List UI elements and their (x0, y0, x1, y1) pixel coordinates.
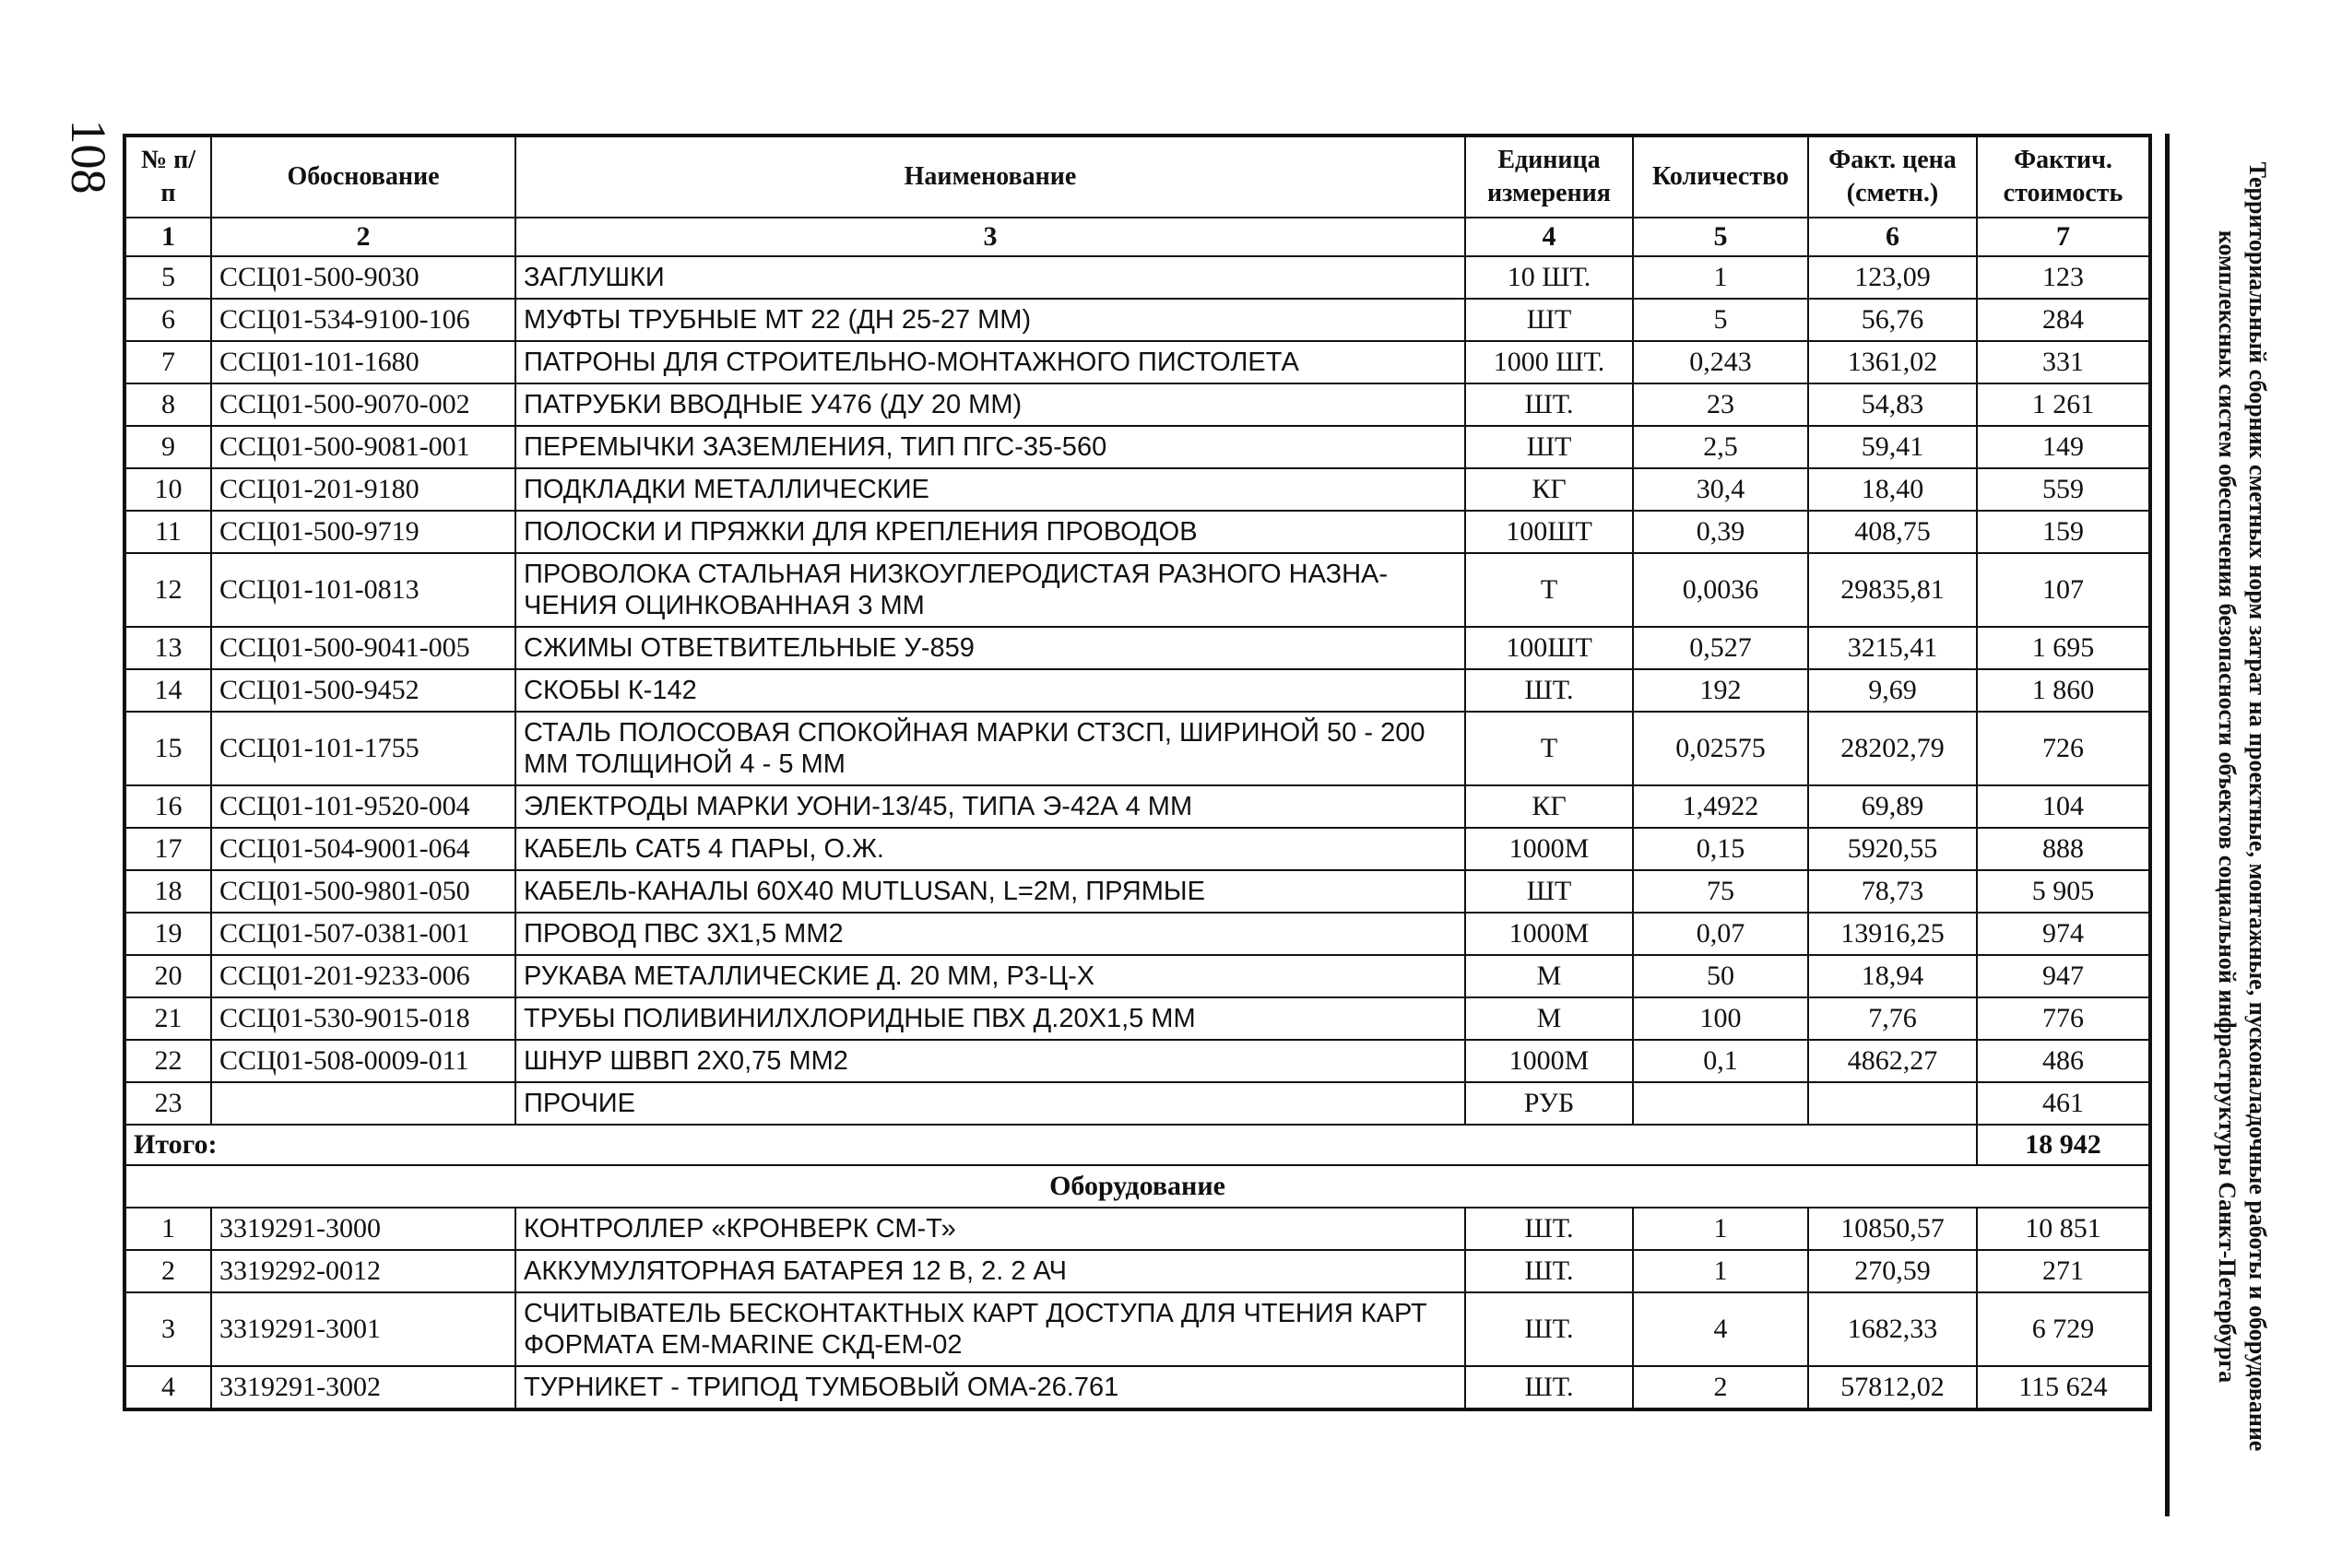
row-name: ПЕРЕМЫЧКИ ЗАЗЕМЛЕНИЯ, ТИП ПГС-35-560 (515, 426, 1465, 468)
row-unit: ШТ. (1465, 383, 1633, 426)
row-qty: 0,0036 (1633, 553, 1808, 627)
table-row (124, 511, 2150, 553)
row-basis: ССЦ01-201-9233-006 (211, 955, 515, 997)
col-header-qty: Количество (1633, 136, 1808, 218)
table-row (124, 1040, 2150, 1082)
row-name: ТУРНИКЕТ - ТРИПОД ТУМБОВЫЙ ОМА-26.761 (515, 1366, 1465, 1409)
row-qty: 5 (1633, 299, 1808, 341)
row-name: ПРОВОД ПВС 3Х1,5 ММ2 (515, 913, 1465, 955)
row-name: СКОБЫ К-142 (515, 669, 1465, 712)
row-name: СЧИТЫВАТЕЛЬ БЕСКОНТАКТНЫХ КАРТ ДОСТУПА ДЛЯ ЧТЕНИЯ КАРТ ФОРМАТА EM-MARINE СКД-ЕМ-02 (515, 1292, 1465, 1366)
row-price: 1361,02 (1808, 341, 1977, 383)
row-unit: КГ (1465, 468, 1633, 511)
row-qty: 50 (1633, 955, 1808, 997)
row-cost: 284 (1977, 299, 2150, 341)
row-unit: 1000 ШТ. (1465, 341, 1633, 383)
row-name: СТАЛЬ ПОЛОСОВАЯ СПОКОЙНАЯ МАРКИ СТ3СП, ШИРИНОЙ 50 - 200 ММ ТОЛЩИНОЙ 4 - 5 ММ (515, 712, 1465, 785)
row-cost: 888 (1977, 828, 2150, 870)
row-name: МУФТЫ ТРУБНЫЕ МТ 22 (ДН 25-27 ММ) (515, 299, 1465, 341)
row-basis: 3319291-3001 (211, 1292, 515, 1366)
row-price: 5920,55 (1808, 828, 1977, 870)
row-cost: 104 (1977, 785, 2150, 828)
row-price: 123,09 (1808, 256, 1977, 299)
table-row (124, 785, 2150, 828)
row-qty: 30,4 (1633, 468, 1808, 511)
row-unit: ШТ. (1465, 1292, 1633, 1366)
row-cost: 10 851 (1977, 1208, 2150, 1250)
table-row (124, 553, 2150, 627)
row-cost: 461 (1977, 1082, 2150, 1125)
row-name: ТРУБЫ ПОЛИВИНИЛХЛОРИДНЫЕ ПВХ Д.20Х1,5 ММ (515, 997, 1465, 1040)
side-title-line-2: комплексных систем обеспечения безопасности объектов социальной инфраструктуры Санкт-Петербурга (2214, 230, 2241, 1384)
row-basis: ССЦ01-507-0381-001 (211, 913, 515, 955)
header-row (124, 136, 2150, 218)
row-number: 23 (124, 1082, 211, 1125)
row-number: 3 (124, 1292, 211, 1366)
table-row (124, 913, 2150, 955)
row-cost: 5 905 (1977, 870, 2150, 913)
row-name: ШНУР ШВВП 2Х0,75 ММ2 (515, 1040, 1465, 1082)
row-price: 54,83 (1808, 383, 1977, 426)
row-unit: 1000М (1465, 828, 1633, 870)
row-cost: 159 (1977, 511, 2150, 553)
row-qty: 23 (1633, 383, 1808, 426)
row-qty: 0,527 (1633, 627, 1808, 669)
row-cost: 115 624 (1977, 1366, 2150, 1409)
table-row (124, 256, 2150, 299)
row-price: 408,75 (1808, 511, 1977, 553)
row-basis: ССЦ01-500-9081-001 (211, 426, 515, 468)
col-number: 5 (1633, 218, 1808, 256)
row-cost: 331 (1977, 341, 2150, 383)
row-name: КАБЕЛЬ САТ5 4 ПАРЫ, О.Ж. (515, 828, 1465, 870)
side-title-line-1: Территориальный сборник сметных норм затрат на проектные, монтажные, пусконаладочные работы и оборудование (2244, 161, 2271, 1452)
row-number: 16 (124, 785, 211, 828)
col-header-price: Факт. цена (сметн.) (1808, 136, 1977, 218)
row-basis: ССЦ01-201-9180 (211, 468, 515, 511)
col-number: 7 (1977, 218, 2150, 256)
table-row (124, 341, 2150, 383)
row-cost: 271 (1977, 1250, 2150, 1292)
row-qty: 1 (1633, 1250, 1808, 1292)
row-name: ПРОЧИЕ (515, 1082, 1465, 1125)
row-number: 4 (124, 1366, 211, 1409)
row-qty: 1 (1633, 1208, 1808, 1250)
table-row (124, 955, 2150, 997)
row-number: 12 (124, 553, 211, 627)
table-row (124, 870, 2150, 913)
row-basis: ССЦ01-101-1755 (211, 712, 515, 785)
row-name: КОНТРОЛЛЕР «КРОНВЕРК СМ-Т» (515, 1208, 1465, 1250)
row-price: 78,73 (1808, 870, 1977, 913)
row-cost: 486 (1977, 1040, 2150, 1082)
row-name: СЖИМЫ ОТВЕТВИТЕЛЬНЫЕ У-859 (515, 627, 1465, 669)
row-qty: 0,1 (1633, 1040, 1808, 1082)
col-header-cost: Фактич. стоимость (1977, 136, 2150, 218)
row-unit: ШТ. (1465, 1208, 1633, 1250)
row-basis: ССЦ01-534-9100-106 (211, 299, 515, 341)
row-qty: 0,243 (1633, 341, 1808, 383)
row-qty: 75 (1633, 870, 1808, 913)
row-number: 8 (124, 383, 211, 426)
row-price: 9,69 (1808, 669, 1977, 712)
row-basis: 3319291-3000 (211, 1208, 515, 1250)
row-qty: 2 (1633, 1366, 1808, 1409)
table-row (124, 997, 2150, 1040)
row-name: ПАТРОНЫ ДЛЯ СТРОИТЕЛЬНО-МОНТАЖНОГО ПИСТОЛЕТА (515, 341, 1465, 383)
row-unit: 1000М (1465, 1040, 1633, 1082)
row-qty: 0,15 (1633, 828, 1808, 870)
total-body (124, 1125, 2150, 1208)
row-name: ПРОВОЛОКА СТАЛЬНАЯ НИЗКОУГЛЕРОДИСТАЯ РАЗНОГО НАЗНА-ЧЕНИЯ ОЦИНКОВАННАЯ 3 ММ (515, 553, 1465, 627)
col-number: 6 (1808, 218, 1977, 256)
row-number: 10 (124, 468, 211, 511)
materials-body (124, 256, 2150, 1125)
row-number: 20 (124, 955, 211, 997)
row-basis: ССЦ01-500-9801-050 (211, 870, 515, 913)
col-number: 3 (515, 218, 1465, 256)
col-number: 4 (1465, 218, 1633, 256)
row-cost: 1 695 (1977, 627, 2150, 669)
row-qty: 1 (1633, 256, 1808, 299)
row-unit: 1000М (1465, 913, 1633, 955)
row-qty: 4 (1633, 1292, 1808, 1366)
row-basis: ССЦ01-101-9520-004 (211, 785, 515, 828)
row-unit: 100ШТ (1465, 511, 1633, 553)
row-cost: 1 860 (1977, 669, 2150, 712)
row-number: 15 (124, 712, 211, 785)
table-row (124, 426, 2150, 468)
row-number: 17 (124, 828, 211, 870)
row-unit: ШТ (1465, 426, 1633, 468)
row-cost: 726 (1977, 712, 2150, 785)
row-unit: ШТ. (1465, 1250, 1633, 1292)
equipment-body (124, 1208, 2150, 1409)
row-unit: 10 ШТ. (1465, 256, 1633, 299)
row-qty: 2,5 (1633, 426, 1808, 468)
row-price: 7,76 (1808, 997, 1977, 1040)
row-basis: ССЦ01-530-9015-018 (211, 997, 515, 1040)
row-unit: М (1465, 955, 1633, 997)
table-row (124, 468, 2150, 511)
table-row (124, 712, 2150, 785)
col-header-num: № п/п (124, 136, 211, 218)
row-number: 2 (124, 1250, 211, 1292)
table-row (124, 383, 2150, 426)
row-number: 18 (124, 870, 211, 913)
row-qty: 0,02575 (1633, 712, 1808, 785)
table-row (124, 1292, 2150, 1366)
row-basis: ССЦ01-500-9030 (211, 256, 515, 299)
row-price (1808, 1082, 1977, 1125)
row-price: 28202,79 (1808, 712, 1977, 785)
total-label: Итого: (124, 1125, 1977, 1165)
row-name: ЗАГЛУШКИ (515, 256, 1465, 299)
row-number: 7 (124, 341, 211, 383)
row-basis (211, 1082, 515, 1125)
row-price: 56,76 (1808, 299, 1977, 341)
row-number: 13 (124, 627, 211, 669)
row-price: 59,41 (1808, 426, 1977, 468)
row-price: 69,89 (1808, 785, 1977, 828)
row-number: 9 (124, 426, 211, 468)
row-price: 270,59 (1808, 1250, 1977, 1292)
row-number: 11 (124, 511, 211, 553)
row-basis: ССЦ01-500-9719 (211, 511, 515, 553)
row-basis: ССЦ01-500-9041-005 (211, 627, 515, 669)
table-row (124, 669, 2150, 712)
col-number: 2 (211, 218, 515, 256)
row-price: 3215,41 (1808, 627, 1977, 669)
row-name: АККУМУЛЯТОРНАЯ БАТАРЕЯ 12 В, 2. 2 АЧ (515, 1250, 1465, 1292)
col-number: 1 (124, 218, 211, 256)
row-cost: 776 (1977, 997, 2150, 1040)
row-price: 1682,33 (1808, 1292, 1977, 1366)
col-header-basis: Обоснование (211, 136, 515, 218)
row-number: 1 (124, 1208, 211, 1250)
row-basis: 3319292-0012 (211, 1250, 515, 1292)
row-number: 6 (124, 299, 211, 341)
row-price: 10850,57 (1808, 1208, 1977, 1250)
row-basis: ССЦ01-101-0813 (211, 553, 515, 627)
row-basis: ССЦ01-101-1680 (211, 341, 515, 383)
row-cost: 149 (1977, 426, 2150, 468)
row-name: ПОДКЛАДКИ МЕТАЛЛИЧЕСКИЕ (515, 468, 1465, 511)
row-cost: 974 (1977, 913, 2150, 955)
section-title: Оборудование (124, 1165, 2150, 1208)
column-number-row (124, 218, 2150, 256)
row-unit: ШТ (1465, 299, 1633, 341)
row-qty: 192 (1633, 669, 1808, 712)
total-row (124, 1125, 2150, 1165)
row-unit: Т (1465, 712, 1633, 785)
table-row (124, 627, 2150, 669)
row-qty: 0,39 (1633, 511, 1808, 553)
row-qty: 100 (1633, 997, 1808, 1040)
section-row (124, 1165, 2150, 1208)
row-unit: ШТ. (1465, 669, 1633, 712)
row-basis: ССЦ01-504-9001-064 (211, 828, 515, 870)
col-header-unit: Единица измерения (1465, 136, 1633, 218)
table-row (124, 299, 2150, 341)
row-price: 18,40 (1808, 468, 1977, 511)
row-qty (1633, 1082, 1808, 1125)
table-row (124, 1250, 2150, 1292)
row-price: 18,94 (1808, 955, 1977, 997)
row-name: КАБЕЛЬ-КАНАЛЫ 60Х40 MUTLUSAN, L=2М, ПРЯМЫЕ (515, 870, 1465, 913)
table-row (124, 828, 2150, 870)
table-row (124, 1366, 2150, 1409)
row-qty: 0,07 (1633, 913, 1808, 955)
row-number: 22 (124, 1040, 211, 1082)
row-price: 13916,25 (1808, 913, 1977, 955)
row-unit: Т (1465, 553, 1633, 627)
row-number: 19 (124, 913, 211, 955)
row-price: 4862,27 (1808, 1040, 1977, 1082)
row-cost: 947 (1977, 955, 2150, 997)
row-number: 21 (124, 997, 211, 1040)
row-cost: 1 261 (1977, 383, 2150, 426)
row-basis: ССЦ01-500-9452 (211, 669, 515, 712)
row-unit: РУБ (1465, 1082, 1633, 1125)
row-unit: ШТ (1465, 870, 1633, 913)
row-number: 5 (124, 256, 211, 299)
row-cost: 107 (1977, 553, 2150, 627)
side-rule (2165, 134, 2170, 1516)
row-cost: 6 729 (1977, 1292, 2150, 1366)
row-unit: М (1465, 997, 1633, 1040)
row-name: ЭЛЕКТРОДЫ МАРКИ УОНИ-13/45, ТИПА Э-42А 4 ММ (515, 785, 1465, 828)
table-row (124, 1208, 2150, 1250)
row-name: ПАТРУБКИ ВВОДНЫЕ У476 (ДУ 20 ММ) (515, 383, 1465, 426)
row-basis: 3319291-3002 (211, 1366, 515, 1409)
row-basis: ССЦ01-500-9070-002 (211, 383, 515, 426)
row-cost: 123 (1977, 256, 2150, 299)
total-value: 18 942 (1977, 1125, 2150, 1165)
row-name: ПОЛОСКИ И ПРЯЖКИ ДЛЯ КРЕПЛЕНИЯ ПРОВОДОВ (515, 511, 1465, 553)
side-running-title (2212, 120, 2273, 1493)
row-price: 57812,02 (1808, 1366, 1977, 1409)
estimate-table (123, 134, 2152, 1411)
row-unit: 100ШТ (1465, 627, 1633, 669)
row-unit: КГ (1465, 785, 1633, 828)
row-cost: 559 (1977, 468, 2150, 511)
col-header-name: Наименование (515, 136, 1465, 218)
page-number: 108 (61, 119, 116, 195)
row-name: РУКАВА МЕТАЛЛИЧЕСКИЕ Д. 20 ММ, Р3-Ц-Х (515, 955, 1465, 997)
row-unit: ШТ. (1465, 1366, 1633, 1409)
row-basis: ССЦ01-508-0009-011 (211, 1040, 515, 1082)
row-number: 14 (124, 669, 211, 712)
table-row (124, 1082, 2150, 1125)
row-qty: 1,4922 (1633, 785, 1808, 828)
row-price: 29835,81 (1808, 553, 1977, 627)
